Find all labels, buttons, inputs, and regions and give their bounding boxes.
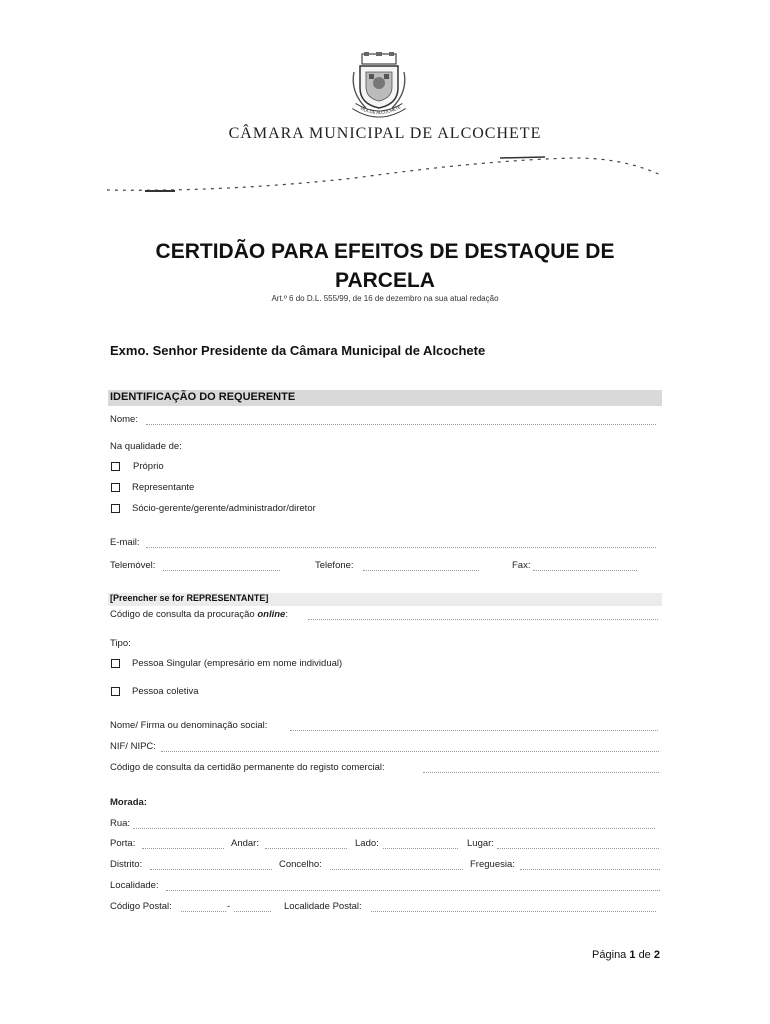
side-field[interactable] <box>383 848 458 849</box>
place-label: Lugar: <box>467 838 494 849</box>
name-label: Nome: <box>110 414 138 425</box>
proxy-code-field[interactable] <box>308 619 658 620</box>
mobile-field[interactable] <box>163 570 280 571</box>
checkbox-pessoa-singular[interactable] <box>111 659 120 668</box>
section-title: IDENTIFICAÇÃO DO REQUERENTE <box>110 391 296 403</box>
phone-field[interactable] <box>363 570 479 571</box>
street-field[interactable] <box>133 828 655 829</box>
postal-code-separator: - <box>227 901 231 912</box>
page-word: Página <box>592 949 627 961</box>
floor-field[interactable] <box>265 848 347 849</box>
legal-reference: Art.º 6 do D.L. 555/99, de 16 de dezembro na sua atual redação <box>271 294 499 303</box>
current-page: 1 <box>629 949 636 961</box>
proxy-code-label: Código de consulta da procuração online: <box>110 609 288 620</box>
salutation: Exmo. Senhor Presidente da Câmara Municipal de Alcochete <box>110 343 486 358</box>
locality-field[interactable] <box>166 890 660 891</box>
checkbox-socio-gerente[interactable] <box>111 504 120 513</box>
district-label: Distrito: <box>110 859 143 870</box>
checkbox-proprio[interactable] <box>111 462 120 471</box>
document-title: CERTIDÃO PARA EFEITOS DE DESTAQUE DE PARCELA <box>155 240 615 292</box>
checkbox-representante[interactable] <box>111 483 120 492</box>
section-header-identification <box>108 390 662 406</box>
decorative-wave-divider <box>105 150 665 195</box>
county-label: Concelho: <box>279 859 322 870</box>
door-field[interactable] <box>142 848 224 849</box>
option-label: Pessoa coletiva <box>132 686 199 697</box>
mobile-label: Telemóvel: <box>110 560 156 571</box>
door-label: Porta: <box>110 838 136 849</box>
municipality-name: CÂMARA MUNICIPAL DE ALCOCHETE <box>228 125 542 142</box>
of-word: de <box>638 949 651 961</box>
postal-code-label: Código Postal: <box>110 901 172 912</box>
type-label: Tipo: <box>110 638 131 649</box>
postal-locality-field[interactable] <box>371 911 656 912</box>
option-label: Pessoa Singular (empresário em nome individual) <box>132 658 343 669</box>
email-label: E-mail: <box>110 537 140 548</box>
company-name-label: Nome/ Firma ou denominação social: <box>110 720 268 731</box>
email-field[interactable] <box>146 547 656 548</box>
place-field[interactable] <box>497 848 659 849</box>
total-pages: 2 <box>653 949 660 961</box>
parish-field[interactable] <box>520 869 660 870</box>
postal-code-prefix-field[interactable] <box>181 911 226 912</box>
street-label: Rua: <box>110 818 131 829</box>
fax-label: Fax: <box>512 560 531 571</box>
option-label: Sócio-gerente/gerente/administrador/diretor <box>132 503 316 514</box>
floor-label: Andar: <box>231 838 259 849</box>
capacity-label: Na qualidade de: <box>110 441 182 452</box>
nif-label: NIF/ NIPC: <box>110 741 156 752</box>
parish-label: Freguesia: <box>470 859 515 870</box>
address-heading: Morada: <box>110 797 147 808</box>
section-header-representative <box>108 593 662 606</box>
locality-label: Localidade: <box>110 880 159 891</box>
company-name-field[interactable] <box>290 730 658 731</box>
side-label: Lado: <box>355 838 379 849</box>
county-field[interactable] <box>330 869 463 870</box>
registry-code-field[interactable] <box>423 772 659 773</box>
section-title: [Preencher se for REPRESENTANTE] <box>110 593 269 603</box>
option-label: Representante <box>132 482 195 493</box>
checkbox-pessoa-coletiva[interactable] <box>111 687 120 696</box>
registry-code-label: Código de consulta da certidão permanente do registo comercial: <box>110 762 385 773</box>
svg-text:VILA DE ALCOCHETE: VILA DE ALCOCHETE <box>359 104 402 116</box>
nif-field[interactable] <box>161 751 659 752</box>
fax-field[interactable] <box>533 570 637 571</box>
postal-locality-label: Localidade Postal: <box>284 901 362 912</box>
proxy-code-online: online <box>257 609 286 620</box>
phone-label: Telefone: <box>315 560 354 571</box>
option-label: Próprio <box>133 461 164 472</box>
page-number <box>592 949 660 961</box>
municipal-crest-icon <box>348 52 410 118</box>
district-field[interactable] <box>150 869 272 870</box>
postal-code-suffix-field[interactable] <box>234 911 271 912</box>
proxy-code-label-text: Código de consulta da procuração <box>110 609 255 620</box>
name-field[interactable] <box>146 424 656 425</box>
